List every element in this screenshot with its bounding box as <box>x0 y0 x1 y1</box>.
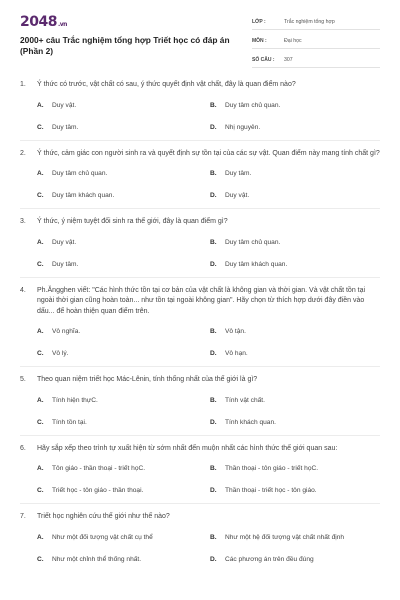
option-letter: A. <box>37 170 44 177</box>
option-letter: A. <box>37 396 44 404</box>
option-letter: D. <box>210 123 217 131</box>
option-letter: A. <box>37 101 44 109</box>
option-letter: A. <box>37 238 44 246</box>
document-header <box>0 0 400 76</box>
answer-option[interactable] <box>37 549 210 571</box>
option-letter: C. <box>37 123 44 131</box>
question-item <box>0 375 400 436</box>
answer-option[interactable] <box>210 321 383 343</box>
question-divider <box>20 366 380 367</box>
answer-options <box>20 95 380 139</box>
option-text: Như một đối tượng vật chất cụ thể <box>52 533 153 541</box>
answer-option[interactable] <box>210 232 383 254</box>
question-number: 3. <box>20 218 26 225</box>
question-item <box>0 80 400 141</box>
option-letter: A. <box>37 465 44 472</box>
option-text: Vô lý. <box>52 350 69 357</box>
answer-option[interactable] <box>37 527 210 549</box>
answer-option[interactable] <box>37 412 210 434</box>
question-item <box>0 286 400 368</box>
info-row-class <box>252 14 380 30</box>
question-body: Theo quan niệm triết học Mác-Lênin, tính thống nhất của thế giới là gì? <box>37 376 258 383</box>
option-text: Thần thoại - tôn giáo - triết họC. <box>225 465 319 472</box>
question-body: Ý thức có trước, vật chất có sau, ý thức quyết định vật chất, đây là quan điểm nào? <box>37 81 296 88</box>
question-divider <box>20 503 380 504</box>
info-value: Trắc nghiệm tổng hợp <box>284 18 335 25</box>
option-text: Vô tận. <box>225 328 246 335</box>
info-value: 307 <box>284 56 293 63</box>
answer-options <box>20 232 380 276</box>
answer-option[interactable] <box>37 254 210 276</box>
question-number: 4. <box>20 286 26 294</box>
option-letter: D. <box>210 487 217 494</box>
answer-options <box>20 527 380 571</box>
answer-option[interactable] <box>37 458 210 480</box>
answer-options <box>20 458 380 502</box>
option-text: Triết học - tôn giáo - thần thoại. <box>52 487 144 494</box>
question-item <box>0 149 400 210</box>
option-text: Duy vật. <box>52 101 77 109</box>
answer-option[interactable] <box>210 95 383 117</box>
info-label: SỐ CÂU : <box>252 56 275 63</box>
option-letter: B. <box>210 533 217 541</box>
option-letter: B. <box>210 170 217 177</box>
option-letter: C. <box>37 350 44 357</box>
option-text: Duy tâm. <box>52 260 79 268</box>
question-divider <box>20 208 380 209</box>
option-text: Như một chỉnh thể thống nhất. <box>52 555 142 563</box>
question-text <box>20 80 380 91</box>
option-text: Duy vật. <box>225 192 250 199</box>
answer-option[interactable] <box>210 254 383 276</box>
document-title: 2000+ câu Trắc nghiệm tổng hợp Triết học có đáp án (Phần 2) <box>20 35 230 56</box>
option-text: Tính vật chất. <box>225 396 265 404</box>
option-text: Duy tâm khách quan. <box>52 192 115 199</box>
answer-option[interactable] <box>37 185 210 207</box>
info-label: MÔN : <box>252 37 267 44</box>
option-text: Tôn giáo - thần thoại - triết họC. <box>52 465 146 472</box>
question-body: Ý thức, cảm giác con người sinh ra và quyết định sự tồn tại của các sự vật. Quan điểm này mang tính chất gì? <box>37 149 380 157</box>
option-letter: B. <box>210 396 217 404</box>
answer-options <box>20 163 380 207</box>
option-text: Nhị nguyên. <box>225 123 261 131</box>
option-text: Duy vật. <box>52 238 77 246</box>
option-text: Vô nghĩa. <box>52 328 81 335</box>
option-letter: D. <box>210 260 217 268</box>
option-text: Vô hạn. <box>225 350 248 357</box>
answer-options <box>20 321 380 365</box>
option-letter: C. <box>37 260 44 268</box>
question-number: 1. <box>20 81 26 88</box>
option-text: Duy tâm chủ quan. <box>225 238 281 246</box>
option-text: Tính khách quan. <box>225 418 276 426</box>
answer-option[interactable] <box>37 95 210 117</box>
question-number: 6. <box>20 444 26 452</box>
option-letter: A. <box>37 328 44 335</box>
question-divider <box>20 435 380 436</box>
question-text <box>20 149 380 160</box>
option-text: Duy tâm khách quan. <box>225 260 288 268</box>
question-number: 5. <box>20 376 26 383</box>
option-text: Thần thoại - triết học - tôn giáo. <box>225 487 317 494</box>
answer-option[interactable] <box>37 343 210 365</box>
answer-options <box>20 390 380 434</box>
info-row-subject <box>252 33 380 49</box>
question-divider <box>20 140 380 141</box>
answer-option[interactable] <box>210 549 383 571</box>
info-value: Đại học <box>284 37 302 44</box>
option-letter: C. <box>37 555 44 563</box>
option-letter: C. <box>37 418 44 426</box>
answer-option[interactable] <box>37 480 210 502</box>
question-list <box>0 80 400 571</box>
option-letter: A. <box>37 533 44 541</box>
answer-option[interactable] <box>210 117 383 139</box>
option-text: Duy tâm chủ quan. <box>52 170 108 177</box>
answer-option[interactable] <box>37 163 210 185</box>
answer-option[interactable] <box>210 527 383 549</box>
question-text <box>20 217 380 228</box>
answer-option[interactable] <box>37 321 210 343</box>
option-letter: B. <box>210 465 217 472</box>
option-letter: B. <box>210 238 217 246</box>
question-divider <box>20 277 380 278</box>
answer-option[interactable] <box>210 480 383 502</box>
question-number: 2. <box>20 149 26 157</box>
answer-option[interactable] <box>210 185 383 207</box>
option-letter: C. <box>37 487 44 494</box>
answer-option[interactable] <box>210 163 383 185</box>
option-text: Tính tồn tại. <box>52 418 87 426</box>
question-item <box>0 444 400 505</box>
document-info <box>252 14 380 71</box>
answer-option[interactable] <box>210 458 383 480</box>
option-letter: D. <box>210 192 217 199</box>
site-logo[interactable] <box>20 14 67 30</box>
question-text <box>20 444 380 455</box>
answer-option[interactable] <box>210 343 383 365</box>
question-item <box>0 217 400 278</box>
answer-option[interactable] <box>37 390 210 412</box>
option-text: Tính hiện thựC. <box>52 396 98 404</box>
option-letter: B. <box>210 101 217 109</box>
question-body: Hãy sắp xếp theo trình tự xuất hiện từ sớm nhất đến muộn nhất các hình thức thế giới quan sau: <box>37 444 338 452</box>
question-item <box>0 512 400 571</box>
info-label: LỚP : <box>252 18 266 25</box>
option-letter: C. <box>37 192 44 199</box>
option-text: Như một hệ đối tượng vật chất nhất định <box>225 533 345 541</box>
option-letter: D. <box>210 350 217 357</box>
option-letter: D. <box>210 418 217 426</box>
info-row-count <box>252 52 380 68</box>
option-letter: B. <box>210 328 217 335</box>
question-body: Ph.Ăngghen viết: "Các hình thức tồn tại cơ bản của vật chất là không gian và thời gian. Và vật chất tồn tại ngoài thời gian cũng hoàn toàn... như tồn tại ngoài không gian". Hãy chọn từ thích hợp dưới đây điền vào dấu... để hoàn thiện quan điểm trên. <box>37 286 366 315</box>
question-number: 7. <box>20 513 26 520</box>
question-body: Triết học nghiên cứu thế giới như thế nào? <box>37 513 170 520</box>
option-text: Các phương án trên đều đúng <box>225 555 314 563</box>
option-text: Duy tâm. <box>52 123 79 131</box>
logo-text: 2048 <box>20 14 57 30</box>
question-body: Ý thức, ý niệm tuyệt đối sinh ra thế giới, đây là quan điểm gì? <box>37 218 228 225</box>
answer-option[interactable] <box>37 117 210 139</box>
option-text: Duy tâm. <box>225 170 252 177</box>
question-text <box>20 375 380 386</box>
question-text <box>20 286 380 318</box>
logo-suffix: .vn <box>57 21 67 28</box>
option-text: Duy tâm chủ quan. <box>225 101 281 109</box>
option-letter: D. <box>210 555 217 563</box>
answer-option[interactable] <box>210 390 383 412</box>
answer-option[interactable] <box>210 412 383 434</box>
question-text <box>20 512 380 523</box>
answer-option[interactable] <box>37 232 210 254</box>
